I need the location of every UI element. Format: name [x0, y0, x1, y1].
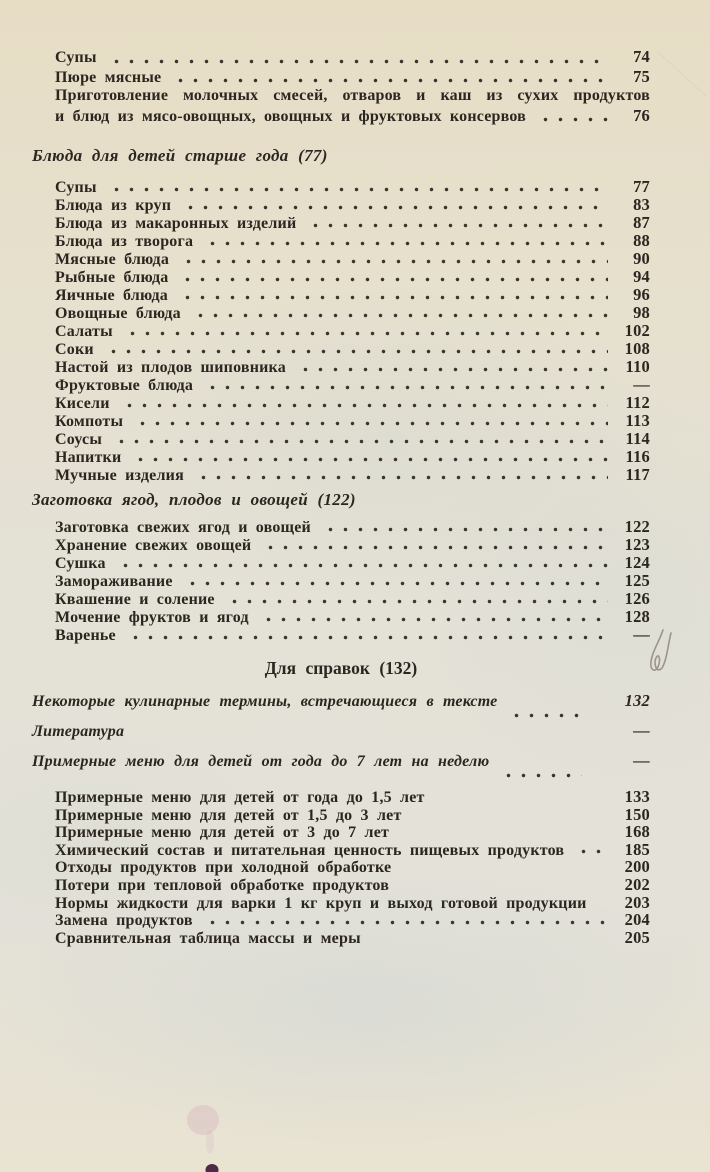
toc-entry — [32, 430, 650, 448]
dot-leader — [178, 293, 608, 302]
section-heading: Блюда для детей старше года (77) — [32, 146, 328, 165]
entry-title: Химический состав и питательная ценность пищевых продуктов — [55, 841, 565, 859]
toc-entry — [32, 536, 650, 554]
leader-spacer — [412, 812, 609, 821]
entry-title: Настой из плодов шиповника — [55, 359, 286, 376]
page-number: 110 — [625, 357, 650, 376]
entry-title: Заготовка свежих ягод и овощей — [55, 519, 311, 536]
toc-entry — [32, 232, 650, 250]
entry-title: Супы — [55, 49, 97, 66]
leader-spacer — [401, 865, 608, 874]
toc-entry — [32, 841, 650, 859]
page-number: 94 — [633, 267, 650, 286]
toc-entry — [32, 214, 650, 232]
entry-title: Квашение и соление — [55, 591, 215, 608]
entry-title: Потери при тепловой обработке продуктов — [55, 876, 390, 894]
dot-leader — [116, 561, 608, 570]
toc-entry — [32, 911, 650, 929]
dot-leader — [261, 543, 608, 552]
page-number: 168 — [624, 822, 650, 842]
toc-entry — [32, 752, 650, 782]
toc-entry — [32, 178, 650, 196]
page-number: 114 — [625, 429, 650, 448]
entry-title: Примерные меню для детей от 3 до 7 лет — [55, 824, 390, 842]
dot-leader — [183, 579, 608, 588]
dot-leader — [126, 633, 608, 642]
entry-title: и блюд из мясо-овощных, овощных и фруктовых консервов — [55, 107, 527, 125]
dot-leader — [191, 311, 608, 320]
leader-spacer — [134, 741, 582, 750]
leader-spacer — [597, 900, 608, 909]
entry-title: Мочение фруктов и ягод — [55, 609, 249, 626]
leader-spacer — [435, 795, 608, 804]
entry-title: Рыбные блюда — [55, 269, 169, 286]
page-number: — — [633, 375, 650, 394]
page-number: 75 — [633, 66, 650, 86]
page-number: 124 — [624, 553, 650, 572]
entry-title: Соусы — [55, 431, 103, 448]
page-number: 126 — [624, 589, 650, 608]
dot-leader — [306, 221, 608, 230]
toc-entry — [32, 518, 650, 536]
page-number: 102 — [624, 321, 650, 340]
toc-entry — [32, 107, 650, 127]
toc-entry — [32, 806, 650, 824]
dot-leader — [499, 771, 582, 780]
page-number: 200 — [624, 857, 650, 877]
entry-list — [32, 692, 650, 782]
entry-title: Блюда из макаронных изделий — [55, 215, 297, 232]
toc-entry — [32, 608, 650, 626]
page-number: 132 — [624, 691, 650, 710]
toc-entry — [32, 304, 650, 322]
page-number: 203 — [624, 892, 650, 912]
entry-title: Компоты — [55, 413, 124, 430]
entry-list — [32, 178, 650, 484]
dot-leader — [536, 115, 608, 124]
toc-entry — [32, 554, 650, 572]
entry-title: Литература — [32, 723, 125, 740]
entry-title: Яичные блюда — [55, 287, 168, 304]
page-number: 185 — [624, 839, 650, 859]
page-number: 76 — [633, 105, 650, 125]
entry-title: Замена продуктов — [55, 912, 193, 930]
page-number: 205 — [624, 927, 650, 947]
pink-smudge-streak — [206, 1130, 214, 1154]
toc-entry — [32, 376, 650, 394]
entry-title: Некоторые кулинарные термины, встречающиеся в тексте — [32, 693, 498, 710]
section-heading: Заготовка ягод, плодов и овощей (122) — [32, 490, 356, 509]
toc-entry — [32, 466, 650, 484]
entry-title: Соки — [55, 341, 94, 358]
entry-title: Мучные изделия — [55, 467, 184, 484]
page-number: 77 — [633, 177, 650, 196]
page-number: 90 — [633, 249, 650, 268]
toc-entry — [32, 340, 650, 358]
entry-title: Кисели — [55, 395, 110, 412]
entry-title: Отходы продуктов при холодной обработке — [55, 859, 392, 877]
page-number: 122 — [624, 517, 650, 536]
page-number: 74 — [633, 47, 650, 66]
dot-leader — [107, 57, 608, 66]
leader-spacer — [399, 830, 608, 839]
dot-leader — [131, 455, 608, 464]
dot-leader — [179, 257, 608, 266]
ink-blot-mark — [206, 1164, 219, 1172]
entry-list — [32, 48, 650, 126]
page-number: — — [633, 625, 650, 644]
toc-entry — [32, 692, 650, 722]
toc-entry — [32, 929, 650, 947]
entry-title: Сушка — [55, 555, 106, 572]
page-number: 150 — [624, 804, 650, 824]
dot-leader — [133, 419, 608, 428]
toc-entry — [32, 394, 650, 412]
pencil-squiggle-mark — [651, 630, 671, 670]
toc-entry — [32, 286, 650, 304]
toc-entry — [32, 322, 650, 340]
dot-leader — [296, 365, 608, 374]
entry-title: Примерные меню для детей от года до 1,5 лет — [55, 789, 425, 806]
toc-entry — [32, 722, 650, 752]
dot-leader — [507, 711, 582, 720]
toc-entry — [32, 87, 650, 107]
paper-crease — [658, 52, 706, 96]
entry-title: Напитки — [55, 449, 122, 466]
entry-title: Сравнительная таблица массы и меры — [55, 929, 361, 947]
entry-title: Приготовление молочных смесей, отваров и каш из сухих продуктов — [55, 87, 650, 104]
toc-entry — [32, 48, 650, 68]
page-number: 133 — [624, 787, 650, 806]
dot-leader — [112, 437, 608, 446]
page-number: — — [633, 721, 650, 740]
dot-leader — [181, 203, 608, 212]
entry-title: Пюре мясные — [55, 68, 162, 86]
dot-leader — [259, 615, 608, 624]
entry-title: Овощные блюда — [55, 305, 181, 322]
toc-entry — [32, 626, 650, 644]
toc-entry — [32, 788, 650, 806]
pink-smudge-mark — [187, 1105, 219, 1135]
toc-entry — [32, 858, 650, 876]
entry-title: Варенье — [55, 627, 116, 644]
dot-leader — [225, 597, 608, 606]
page-number: 113 — [625, 411, 650, 430]
dot-leader — [123, 329, 608, 338]
page-number: 98 — [633, 303, 650, 322]
entry-title: Супы — [55, 179, 97, 196]
toc-entry — [32, 250, 650, 268]
entry-list — [32, 518, 650, 644]
entry-title: Примерные меню для детей от года до 7 лет на неделю — [32, 753, 490, 770]
page-number: 125 — [624, 571, 650, 590]
dot-leader — [107, 185, 608, 194]
dot-leader — [321, 525, 608, 534]
page-number: 123 — [624, 535, 650, 554]
leader-spacer — [399, 883, 608, 892]
dot-leader — [203, 239, 608, 248]
entry-title: Примерные меню для детей от 1,5 до 3 лет — [55, 806, 402, 824]
entry-list — [32, 788, 650, 946]
entry-title: Фруктовые блюда — [55, 377, 194, 394]
dot-leader — [120, 401, 608, 410]
toc-entry — [32, 196, 650, 214]
toc-entry — [32, 823, 650, 841]
entry-title: Замораживание — [55, 573, 173, 590]
page-number: 112 — [625, 393, 650, 412]
page-number: 83 — [633, 195, 650, 214]
toc-entry — [32, 572, 650, 590]
center-section-heading: Для справок (132) — [264, 658, 418, 678]
page-number: — — [633, 751, 650, 770]
entry-title: Хранение свежих овощей — [55, 537, 252, 554]
entry-title: Блюда из круп — [55, 197, 172, 214]
page-number: 88 — [633, 231, 650, 250]
dot-leader — [194, 473, 608, 482]
page-number: 108 — [624, 339, 650, 358]
page-number: 116 — [625, 447, 650, 466]
toc-entry — [32, 412, 650, 430]
dot-leader — [203, 918, 608, 927]
entry-title: Салаты — [55, 323, 113, 340]
toc-entry — [32, 448, 650, 466]
dot-leader — [104, 347, 608, 356]
page-number: 204 — [624, 910, 650, 930]
dot-leader — [178, 275, 608, 284]
dot-leader — [171, 76, 608, 85]
entry-title: Нормы жидкости для варки 1 кг круп и выход готовой продукции — [55, 894, 587, 912]
toc-entry — [32, 68, 650, 88]
page-number: 128 — [624, 607, 650, 626]
toc-entry — [32, 358, 650, 376]
leader-spacer — [371, 935, 608, 944]
table-of-contents — [32, 48, 650, 946]
toc-entry — [32, 268, 650, 286]
dot-leader — [574, 847, 608, 856]
page-number: 96 — [633, 285, 650, 304]
toc-entry — [32, 876, 650, 894]
entry-title: Блюда из творога — [55, 233, 194, 250]
page-number: 87 — [633, 213, 650, 232]
dot-leader — [203, 383, 608, 392]
toc-entry — [32, 894, 650, 912]
toc-entry — [32, 590, 650, 608]
page-number: 202 — [624, 874, 650, 894]
page-number: 117 — [625, 465, 650, 484]
entry-title: Мясные блюда — [55, 251, 170, 268]
